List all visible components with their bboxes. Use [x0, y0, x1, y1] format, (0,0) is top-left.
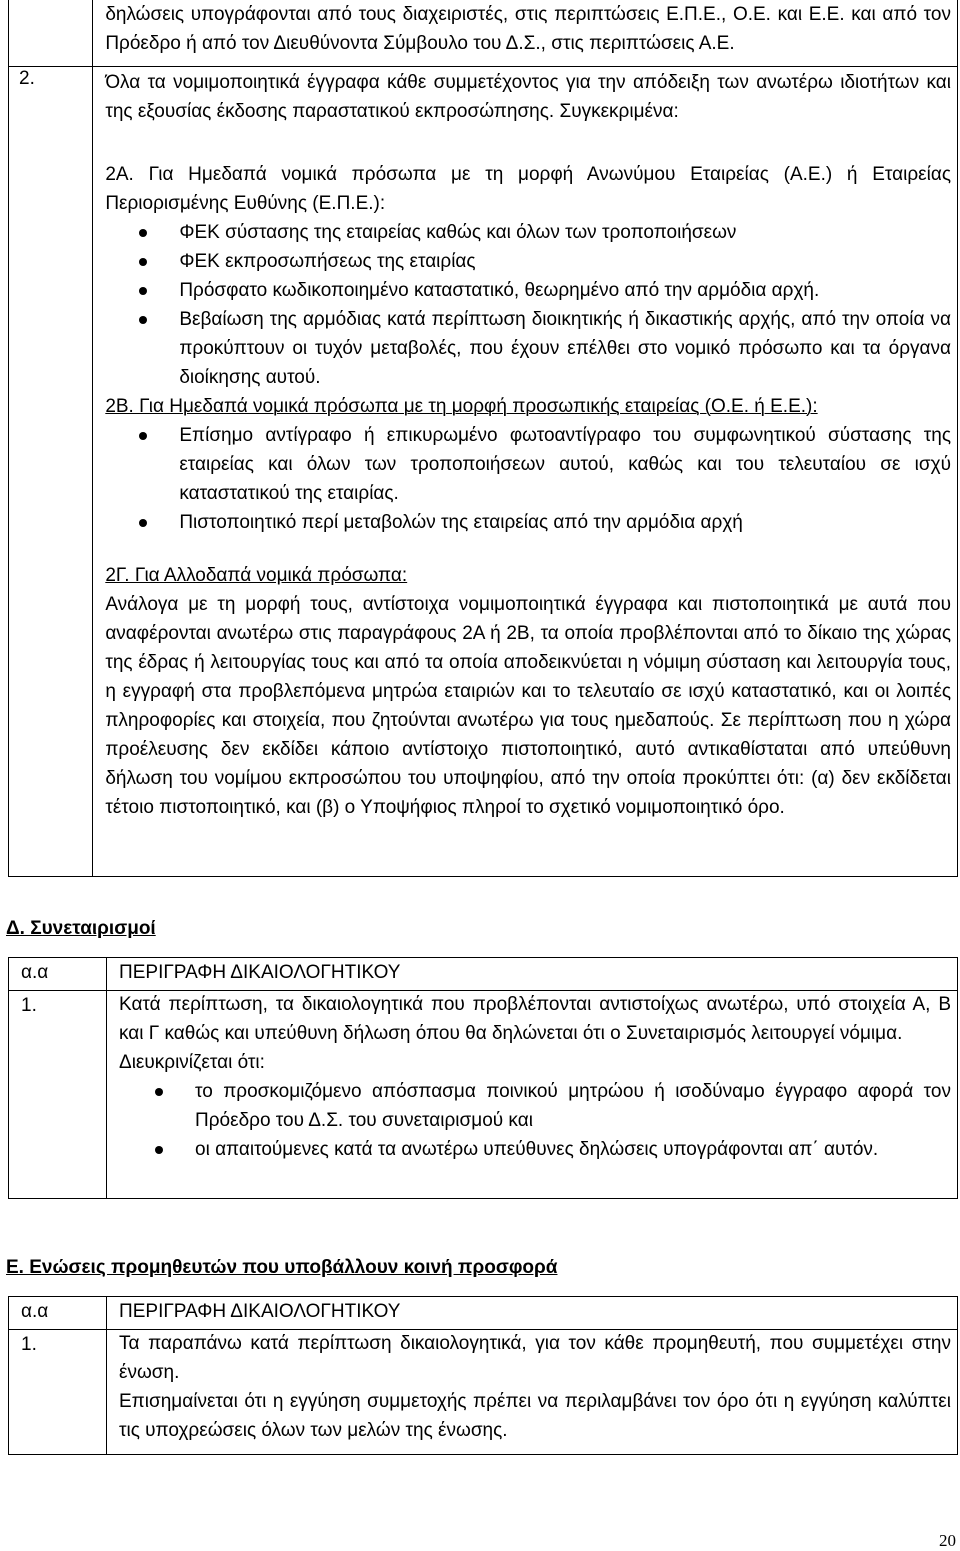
table-cell-text: [107, 1330, 958, 1455]
row1-text: δηλώσεις υπογράφονται από τους διαχειριστές, στις περιπτώσεις Ε.Π.Ε., Ο.Ε. και Ε.Ε. και από τον Πρόεδρο ή από τον Διευθύνοντα Σύμβουλο του Δ.Σ., στις περιπτώσεις Α.Ε.: [105, 4, 951, 54]
table-cell-text: [93, 67, 958, 877]
table-header-row: [9, 1297, 958, 1330]
top-table: [8, 0, 958, 877]
list-item: ΦΕΚ σύστασης της εταιρείας καθώς και όλων των τροποποιήσεων: [179, 218, 951, 247]
list-item: το προσκομιζόμενο απόσπασμα ποινικού μητρώου ή ισοδύναμο έγγραφο αφορά τον Πρόεδρο του Δ.Σ. του συνεταιρισμού και: [195, 1077, 951, 1135]
col-header-description: ΠΕΡΙΓΡΑΦΗ ΔΙΚΑΙΟΛΟΓΗΤΙΚΟΥ: [107, 958, 958, 991]
list-item: Πρόσφατο κωδικοποιημένο καταστατικό, θεωρημένο από την αρμόδια αρχή.: [179, 276, 951, 305]
row2-intro: Όλα τα νομιμοποιητικά έγγραφα κάθε συμμετέχοντος για την απόδειξη των ανωτέρω ιδιοτήτων και της εξουσίας έκδοσης παραστατικού εκπροσώπησης. Συγκεκριμένα:: [105, 72, 951, 122]
table-header-row: [9, 958, 958, 991]
list-item: Επίσημο αντίγραφο ή επικυρωμένο φωτοαντίγραφο του συμφωνητικού σύστασης της εταιρείας και όλων των τροποποιήσεων αυτού, καθώς και του τελευταίου σε ισχύ καταστατικού της εταιρίας.: [179, 421, 951, 508]
section-d-heading: Δ. Συνεταιρισμοί: [6, 918, 156, 939]
section-2c-text: Ανάλογα με τη μορφή τους, αντίστοιχα νομιμοποιητικά έγγραφα και πιστοποιητικά με αυτά που αναφέρονται ανωτέρω στις παραγράφους 2Α ή 2Β, τα οποία προβλέπονται από το δίκαιο της χώρας της έδρας ή λειτουργίας τους και από τα οποία αποδεικνύεται η νόμιμη σύσταση και λειτουργία τους, η εγγραφή στα προβλεπόμενα μητρώα εταιριών και το τελευταίο σε ισχύ καταστατικό, και οι λοιπές πληροφορίες και στοιχεία, που ζητούνται ανωτέρω για τους ημεδαπούς. Σε περίπτωση που η χώρα προέλευσης δεν εκδίδει κάποιο αντίστοιχο πιστοποιητικό, αυτό αντικαθίσταται από υπεύθυνη δήλωση του νομίμου εκπροσώπου του υποψηφίου, από την οποία προκύπτει ότι: (α) δεν εκδίδεται τέτοιο πιστοποιητικό, και (β) ο Υποψήφιος πληροί το σχετικό νομιμοποιητικό όρο.: [105, 594, 951, 818]
list-item: Πιστοποιητικό περί μεταβολών της εταιρείας από την αρμόδια αρχή: [179, 508, 951, 537]
table-row: [9, 0, 958, 67]
table-row: [9, 991, 958, 1199]
section-e-text-1: Τα παραπάνω κατά περίπτωση δικαιολογητικά, για τον κάθε προμηθευτή, που συμμετέχει στην ένωση.: [119, 1333, 951, 1383]
table-row: [9, 67, 958, 877]
table-row: [9, 1330, 958, 1455]
section-d-table: [8, 957, 958, 1199]
section-e-heading: Ε. Ενώσεις προμηθευτών που υποβάλλουν κοινή προσφορά: [6, 1257, 558, 1278]
bullet-icon: [155, 1146, 163, 1154]
col-header-num: α.α: [9, 1297, 107, 1330]
section-d-text: Κατά περίπτωση, τα δικαιολογητικά που προβλέπονται αντιστοίχως ανωτέρω, υπό στοιχεία Α, Β και Γ καθώς και υπεύθυνη δήλωση όπου θα δηλώνεται ότι ο Συνεταιρισμός λειτουργεί νόμιμα.: [119, 994, 951, 1044]
section-2a-list: [105, 218, 951, 392]
list-item: ΦΕΚ εκπροσωπήσεως της εταιρίας: [179, 247, 951, 276]
col-header-num: α.α: [9, 958, 107, 991]
section-d-list: [119, 1077, 951, 1164]
section-2a-title: 2Α. Για Ημεδαπά νομικά πρόσωπα με τη μορφή Ανωνύμου Εταιρείας (Α.Ε.) ή Εταιρείας Περιορισμένης Ευθύνης (Ε.Π.Ε.):: [105, 164, 951, 214]
bullet-icon: [139, 316, 147, 324]
bullet-icon: [139, 519, 147, 527]
bullet-icon: [139, 258, 147, 266]
section-e-table: [8, 1296, 958, 1455]
table-cell-num: 1.: [9, 1330, 107, 1455]
bullet-icon: [139, 287, 147, 295]
col-header-description: ΠΕΡΙΓΡΑΦΗ ΔΙΚΑΙΟΛΟΓΗΤΙΚΟΥ: [107, 1297, 958, 1330]
list-item: οι απαιτούμενες κατά τα ανωτέρω υπεύθυνες δηλώσεις υπογράφονται απ΄ αυτόν.: [195, 1135, 951, 1164]
row-number: 2.: [19, 68, 35, 89]
section-e-text-2: Επισημαίνεται ότι η εγγύηση συμμετοχής πρέπει να περιλαμβάνει τον όρο ότι η εγγύηση καλύπτει τις υποχρεώσεις όλων των μελών της ένωσης.: [119, 1391, 951, 1441]
table-cell-text: [107, 991, 958, 1199]
table-cell-text: [93, 0, 958, 67]
bullet-icon: [155, 1088, 163, 1096]
bullet-icon: [139, 432, 147, 440]
page-number: 20: [939, 1531, 956, 1550]
section-2b-list: [105, 421, 951, 537]
section-d-clarify: Διευκρινίζεται ότι:: [119, 1052, 265, 1073]
table-cell-num: [9, 0, 93, 67]
bullet-icon: [139, 229, 147, 237]
table-cell-num: [9, 67, 93, 877]
section-2b-title: 2Β. Για Ημεδαπά νομικά πρόσωπα με τη μορφή προσωπικής εταιρείας (Ο.Ε. ή Ε.Ε.):: [105, 396, 818, 417]
table-cell-num: 1.: [9, 991, 107, 1199]
list-item: Βεβαίωση της αρμόδιας κατά περίπτωση διοικητικής ή δικαστικής αρχής, από την οποία να προκύπτουν οι τυχόν μεταβολές, που έχουν επέλθει στο νομικό πρόσωπο και τα όργανα διοίκησης αυτού.: [179, 305, 951, 392]
section-2c-title: 2Γ. Για Αλλοδαπά νομικά πρόσωπα:: [105, 565, 408, 586]
